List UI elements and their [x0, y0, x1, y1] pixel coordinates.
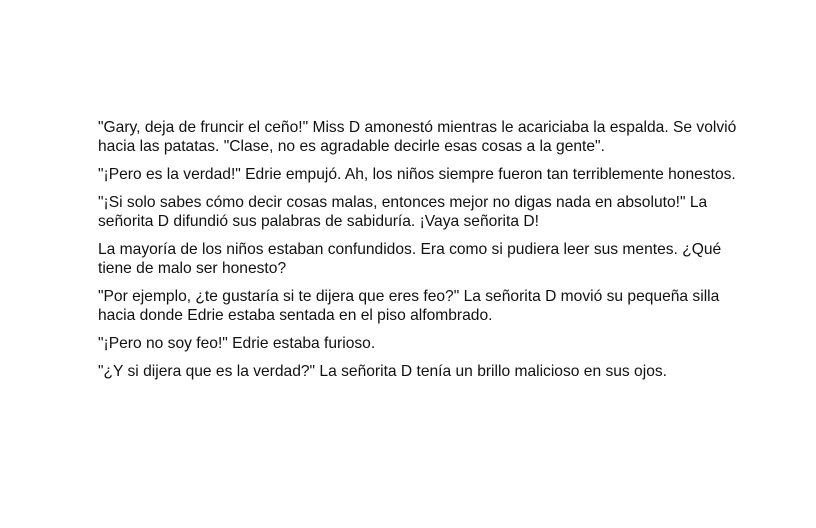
paragraph: "¡Pero es la verdad!" Edrie empujó. Ah, los niños siempre fueron tan terriblemente honestos. — [98, 166, 736, 183]
paragraph: "Por ejemplo, ¿te gustaría si te dijera que eres feo?" La señorita D movió su pequeña silla hacia donde Edrie estaba sentada en el piso alfombrado. — [98, 288, 720, 324]
paragraph: "¡Si solo sabes cómo decir cosas malas, entonces mejor no digas nada en absoluto!" La señorita D difundió sus palabras de sabiduría. ¡Vaya señorita D! — [98, 194, 708, 230]
paragraph: "¡Pero no soy feo!" Edrie estaba furioso. — [98, 335, 376, 352]
paragraph: La mayoría de los niños estaban confundidos. Era como si pudiera leer sus mentes. ¿Qué tiene de malo ser honesto? — [98, 241, 722, 277]
paragraph: "Gary, deja de fruncir el ceño!" Miss D amonestó mientras le acariciaba la espalda. Se volvió hacia las patatas. "Clase, no es agradable decirle esas cosas a la gente". — [98, 119, 737, 155]
paragraph: "¿Y si dijera que es la verdad?" La señorita D tenía un brillo malicioso en sus ojos. — [98, 363, 667, 380]
document-body — [98, 118, 758, 390]
